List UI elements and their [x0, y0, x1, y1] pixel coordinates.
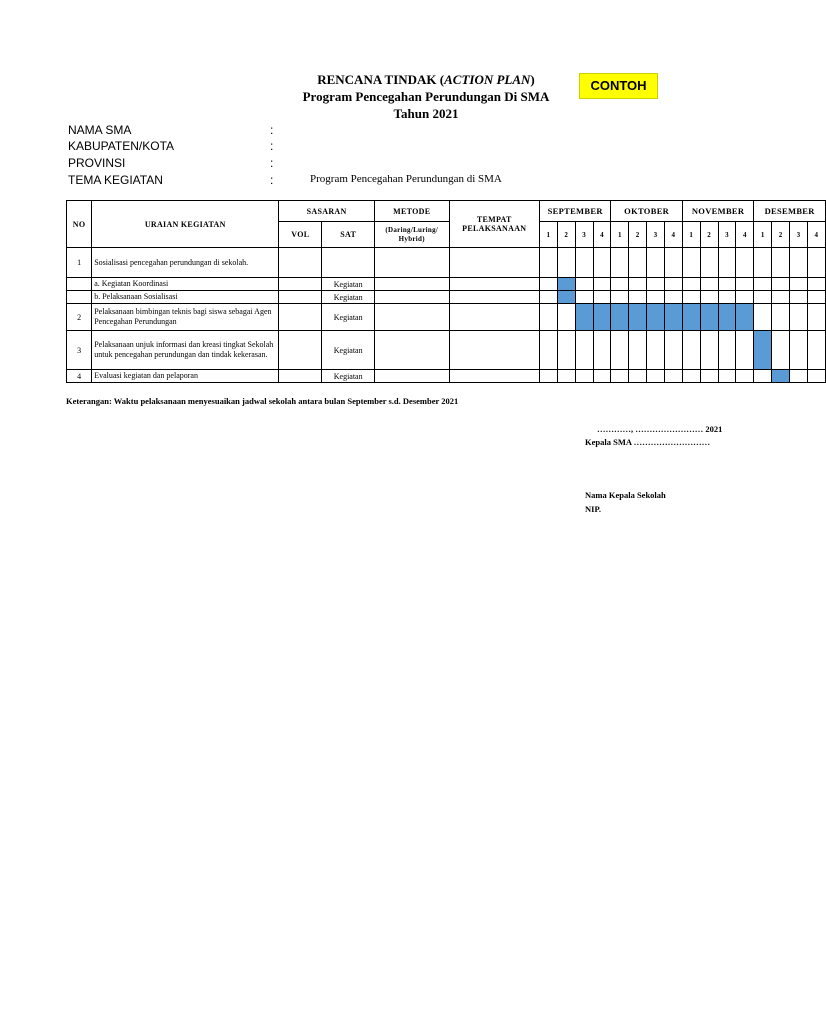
document-year: Tahun 2021	[393, 106, 459, 121]
header-metode: METODE	[374, 201, 449, 222]
info-label-tema: TEMA KEGIATAN	[68, 173, 163, 187]
schedule-cell	[539, 248, 557, 278]
row-metode	[374, 248, 449, 278]
schedule-cell	[772, 291, 790, 304]
header-week: 1	[682, 222, 700, 248]
info-colon: :	[270, 123, 274, 137]
schedule-cell	[754, 370, 772, 383]
row-vol	[279, 370, 322, 383]
schedule-cell	[629, 248, 647, 278]
info-label-nama-sma: NAMA SMA	[68, 123, 132, 137]
schedule-cell	[575, 248, 593, 278]
schedule-cell	[807, 248, 825, 278]
schedule-cell	[718, 331, 736, 370]
row-metode	[374, 370, 449, 383]
schedule-cell	[772, 331, 790, 370]
header-week: 1	[754, 222, 772, 248]
schedule-cell	[611, 304, 629, 331]
schedule-cell	[611, 278, 629, 291]
table-row	[67, 331, 826, 370]
row-vol	[279, 291, 322, 304]
schedule-cell	[611, 331, 629, 370]
schedule-cell	[665, 331, 683, 370]
table-row	[67, 278, 826, 291]
row-tempat	[449, 248, 539, 278]
header-month-desember: DESEMBER	[754, 201, 826, 222]
schedule-cell	[682, 278, 700, 291]
schedule-cell	[736, 248, 754, 278]
action-plan-table	[66, 200, 826, 383]
row-no: 3	[67, 331, 92, 370]
schedule-cell	[593, 291, 611, 304]
row-metode	[374, 331, 449, 370]
schedule-cell	[665, 291, 683, 304]
schedule-cell	[557, 291, 575, 304]
document-subtitle: Program Pencegahan Perundungan Di SMA	[302, 89, 550, 104]
header-week: 4	[593, 222, 611, 248]
signature-nip: NIP.	[585, 504, 601, 514]
header-no: NO	[67, 201, 92, 248]
schedule-cell	[790, 248, 808, 278]
schedule-cell	[807, 331, 825, 370]
title-italic: ACTION PLAN	[444, 72, 531, 87]
header-week: 2	[700, 222, 718, 248]
schedule-cell	[807, 278, 825, 291]
header-week: 2	[557, 222, 575, 248]
row-tempat	[449, 291, 539, 304]
schedule-cell	[754, 331, 772, 370]
schedule-cell	[790, 370, 808, 383]
schedule-cell	[539, 331, 557, 370]
table-row	[67, 248, 826, 278]
schedule-cell	[682, 248, 700, 278]
header-week: 3	[575, 222, 593, 248]
schedule-cell	[682, 331, 700, 370]
schedule-cell	[718, 291, 736, 304]
header-week: 2	[629, 222, 647, 248]
action-plan-table-wrapper	[66, 200, 819, 383]
row-sat: Kegiatan	[322, 331, 375, 370]
schedule-cell	[790, 331, 808, 370]
schedule-cell	[647, 370, 665, 383]
row-vol	[279, 248, 322, 278]
schedule-cell	[611, 370, 629, 383]
schedule-cell	[539, 291, 557, 304]
info-colon: :	[270, 156, 274, 170]
schedule-cell	[575, 331, 593, 370]
schedule-cell	[682, 291, 700, 304]
header-week: 3	[790, 222, 808, 248]
schedule-cell	[736, 331, 754, 370]
schedule-cell	[700, 278, 718, 291]
row-sat: Kegiatan	[322, 278, 375, 291]
schedule-cell	[736, 370, 754, 383]
row-activity: b. Pelaksanaan Sosialisasi	[92, 291, 279, 304]
contoh-badge: CONTOH	[579, 73, 658, 99]
header-tempat: TEMPAT PELAKSANAAN	[449, 201, 539, 248]
schedule-cell	[593, 304, 611, 331]
schedule-cell	[700, 291, 718, 304]
schedule-cell	[575, 370, 593, 383]
row-activity: Pelaksanaan unjuk informasi dan kreasi tingkat Sekolah untuk pencegahan perundungan dan tindak kekerasan.	[92, 331, 279, 370]
row-no: 4	[67, 370, 92, 383]
schedule-cell	[665, 248, 683, 278]
schedule-cell	[647, 291, 665, 304]
row-no	[67, 278, 92, 291]
header-sat: SAT	[322, 222, 375, 248]
header-month-oktober: OKTOBER	[611, 201, 682, 222]
row-vol	[279, 278, 322, 291]
signature-kepala: Kepala SMA ………………………	[585, 437, 711, 447]
schedule-cell	[593, 248, 611, 278]
schedule-cell	[718, 370, 736, 383]
row-no: 2	[67, 304, 92, 331]
schedule-cell	[629, 331, 647, 370]
schedule-cell	[557, 278, 575, 291]
row-activity: Pelaksanaan bimbingan teknis bagi siswa sebagai Agen Pencegahan Perundungan	[92, 304, 279, 331]
table-row	[67, 370, 826, 383]
header-week: 3	[718, 222, 736, 248]
schedule-cell	[665, 304, 683, 331]
header-week: 3	[647, 222, 665, 248]
info-value-tema: Program Pencegahan Perundungan di SMA	[310, 173, 502, 185]
schedule-cell	[736, 278, 754, 291]
row-sat: Kegiatan	[322, 370, 375, 383]
row-activity: a. Kegiatan Koordinasi	[92, 278, 279, 291]
schedule-cell	[557, 304, 575, 331]
signature-date-line: …………, …………………… 2021	[597, 424, 723, 434]
schedule-cell	[700, 248, 718, 278]
row-tempat	[449, 370, 539, 383]
schedule-cell	[629, 278, 647, 291]
schedule-cell	[647, 248, 665, 278]
keterangan-note: Keterangan: Waktu pelaksanaan menyesuaikan jadwal sekolah antara bulan September s.d. Desember 2021	[66, 396, 459, 406]
row-activity: Sosialisasi pencegahan perundungan di sekolah.	[92, 248, 279, 278]
schedule-cell	[539, 304, 557, 331]
schedule-cell	[718, 248, 736, 278]
table-row	[67, 304, 826, 331]
schedule-cell	[557, 248, 575, 278]
info-label-kabupaten: KABUPATEN/KOTA	[68, 139, 175, 153]
header-week: 2	[772, 222, 790, 248]
header-sasaran: SASARAN	[279, 201, 375, 222]
row-sat: Kegiatan	[322, 304, 375, 331]
row-metode	[374, 291, 449, 304]
schedule-cell	[736, 304, 754, 331]
schedule-cell	[629, 291, 647, 304]
header-month-september: SEPTEMBER	[539, 201, 610, 222]
row-metode	[374, 304, 449, 331]
info-colon: :	[270, 139, 274, 153]
schedule-cell	[593, 370, 611, 383]
header-week: 4	[736, 222, 754, 248]
header-metode-sub: (Daring/Luring/ Hybrid)	[374, 222, 449, 248]
header-week: 1	[611, 222, 629, 248]
row-vol	[279, 304, 322, 331]
schedule-cell	[790, 291, 808, 304]
header-vol: VOL	[279, 222, 322, 248]
schedule-cell	[736, 291, 754, 304]
schedule-cell	[754, 304, 772, 331]
schedule-cell	[593, 331, 611, 370]
schedule-cell	[754, 291, 772, 304]
schedule-cell	[700, 331, 718, 370]
row-sat	[322, 248, 375, 278]
schedule-cell	[682, 304, 700, 331]
row-no: 1	[67, 248, 92, 278]
row-tempat	[449, 278, 539, 291]
schedule-cell	[790, 278, 808, 291]
schedule-cell	[665, 370, 683, 383]
schedule-cell	[575, 278, 593, 291]
row-activity: Evaluasi kegiatan dan pelaporan	[92, 370, 279, 383]
schedule-cell	[629, 370, 647, 383]
row-tempat	[449, 304, 539, 331]
schedule-cell	[790, 304, 808, 331]
schedule-cell	[611, 248, 629, 278]
schedule-cell	[700, 370, 718, 383]
schedule-cell	[718, 304, 736, 331]
info-label-provinsi: PROVINSI	[68, 156, 126, 170]
document-title: RENCANA TINDAK (ACTION PLAN)	[317, 72, 535, 87]
schedule-cell	[807, 370, 825, 383]
schedule-cell	[754, 278, 772, 291]
table-row	[67, 291, 826, 304]
schedule-cell	[575, 304, 593, 331]
row-vol	[279, 331, 322, 370]
schedule-cell	[700, 304, 718, 331]
schedule-cell	[539, 278, 557, 291]
row-sat: Kegiatan	[322, 291, 375, 304]
schedule-cell	[665, 278, 683, 291]
schedule-cell	[557, 370, 575, 383]
schedule-cell	[647, 331, 665, 370]
header-week: 4	[807, 222, 825, 248]
schedule-cell	[611, 291, 629, 304]
header-month-november: NOVEMBER	[682, 201, 753, 222]
signature-name: Nama Kepala Sekolah	[585, 490, 666, 500]
schedule-cell	[772, 304, 790, 331]
schedule-cell	[807, 291, 825, 304]
info-colon: :	[270, 173, 274, 187]
header-week: 1	[539, 222, 557, 248]
schedule-cell	[629, 304, 647, 331]
row-tempat	[449, 331, 539, 370]
header-uraian: URAIAN KEGIATAN	[92, 201, 279, 248]
schedule-cell	[539, 370, 557, 383]
schedule-cell	[772, 370, 790, 383]
schedule-cell	[647, 304, 665, 331]
schedule-cell	[772, 278, 790, 291]
header-week: 4	[665, 222, 683, 248]
schedule-cell	[682, 370, 700, 383]
schedule-cell	[772, 248, 790, 278]
schedule-cell	[718, 278, 736, 291]
schedule-cell	[754, 248, 772, 278]
row-no	[67, 291, 92, 304]
schedule-cell	[575, 291, 593, 304]
schedule-cell	[807, 304, 825, 331]
row-metode	[374, 278, 449, 291]
schedule-cell	[593, 278, 611, 291]
schedule-cell	[647, 278, 665, 291]
schedule-cell	[557, 331, 575, 370]
